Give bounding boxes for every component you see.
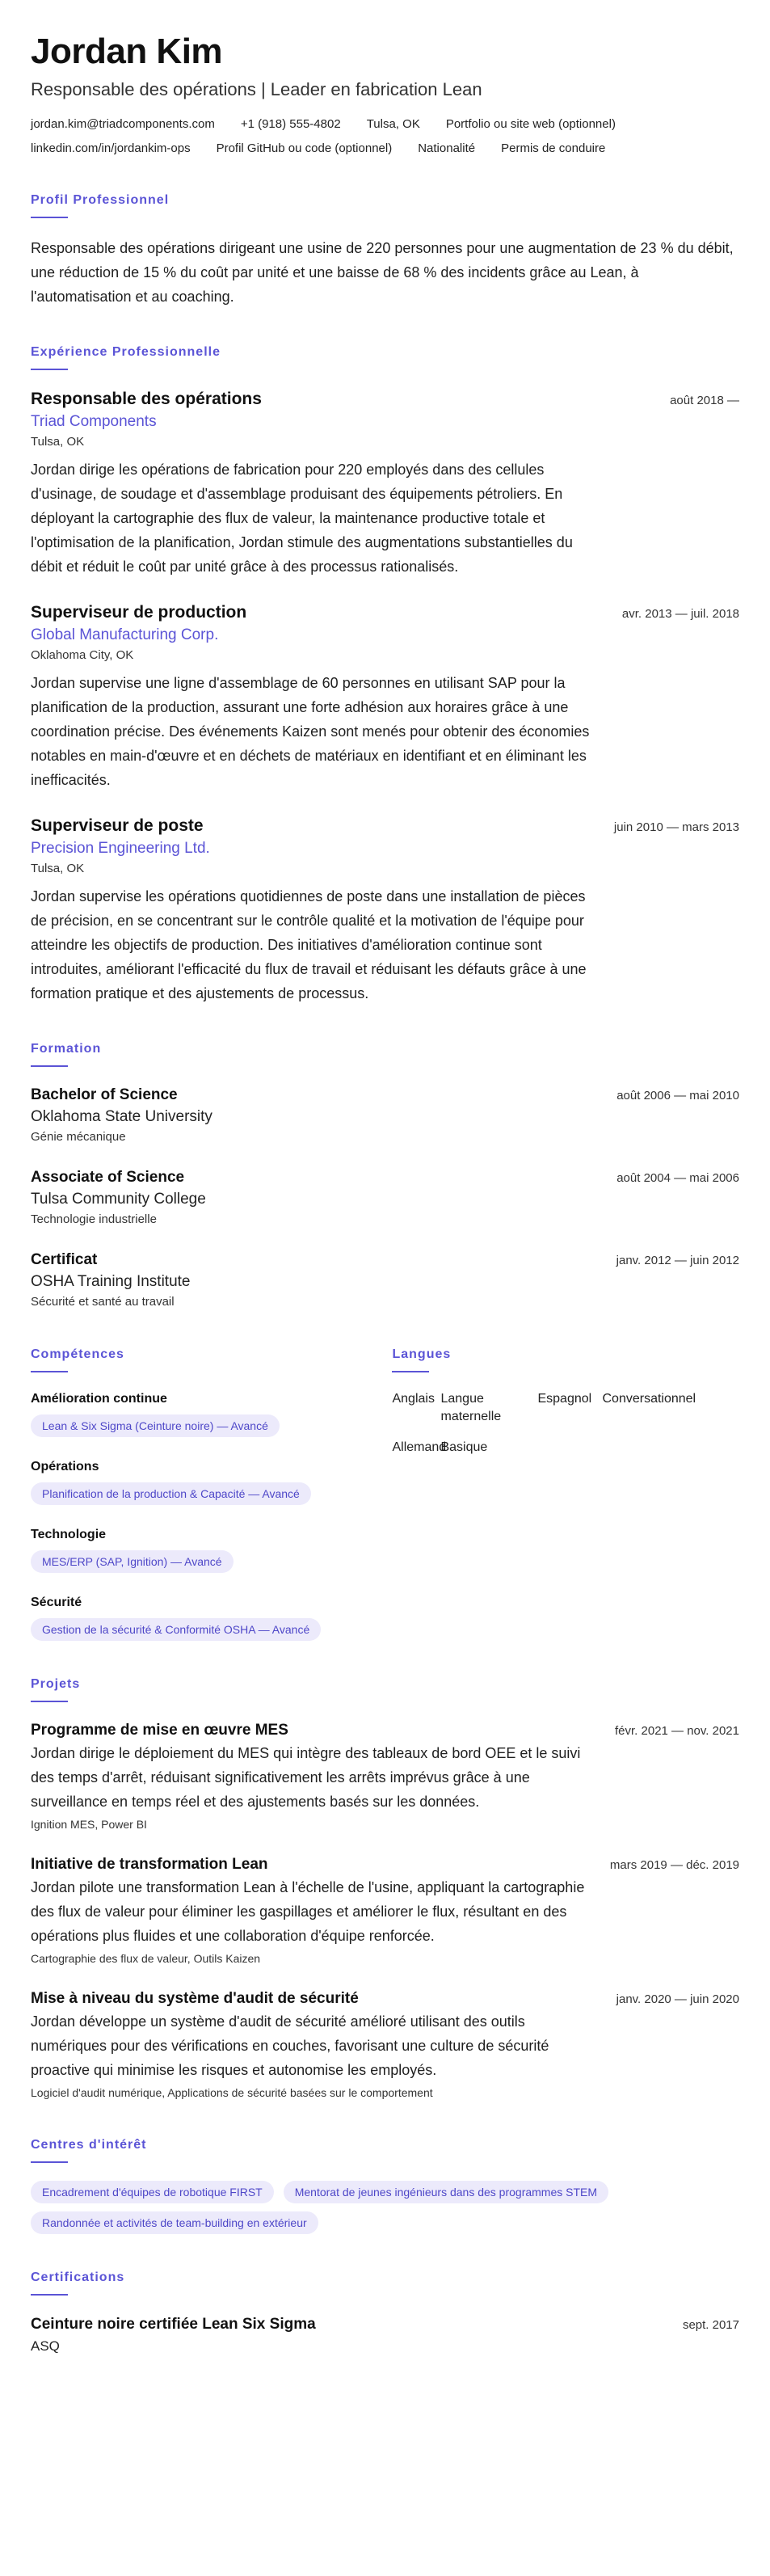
- skill-group: [31, 1526, 392, 1573]
- degree-title: Associate of Science: [31, 1169, 185, 1186]
- section-title: Certifications: [31, 2270, 125, 2284]
- candidate-headline: Responsable des opérations | Leader en fabrication Lean: [31, 79, 482, 99]
- section-divider: [31, 2294, 68, 2296]
- project-description: Jordan dirige le déploiement du MES qui intègre des tableaux de bord OEE et le suivi des temps d'arrêt, réduisant significativement les arrêts imprévus grâce à une surveillance en temps réel et des ajustements basés sur les données.: [31, 1745, 581, 1810]
- projects-section: [31, 1676, 739, 2102]
- company-name: Global Manufacturing Corp.: [31, 626, 219, 643]
- project-entry: [31, 1854, 739, 1967]
- candidate-name: Jordan Kim: [31, 32, 223, 71]
- language-level: Basique: [440, 1440, 488, 1454]
- profile-summary: Responsable des opérations dirigeant une usine de 220 personnes pour une augmentation de 23 % du débit, une réduction de 15 % du coût par unité et une baisse de 68 % des incidents grâce au Lean, à l'automatisation et au coaching.: [31, 240, 734, 305]
- institution-name: OSHA Training Institute: [31, 1273, 191, 1290]
- education-entry: [31, 1250, 739, 1311]
- job-location: Tulsa, OK: [31, 862, 85, 875]
- skill-chip: Gestion de la sécurité & Conformité OSHA — Avancé: [31, 1618, 321, 1641]
- job-dates: juin 2010 — mars 2013: [613, 820, 739, 834]
- contact-list: [31, 116, 739, 157]
- interest-list: [31, 2181, 739, 2234]
- project-entry: [31, 1720, 739, 1833]
- section-divider: [31, 1371, 68, 1372]
- profile-section: [31, 192, 739, 309]
- language-name: Espagnol: [537, 1392, 592, 1406]
- certification-date: sept. 2017: [682, 2318, 739, 2332]
- field-of-study: Génie mécanique: [31, 1130, 126, 1144]
- experience-entry: [31, 388, 739, 579]
- interest-chip: Encadrement d'équipes de robotique FIRST: [31, 2181, 274, 2203]
- skill-chip: MES/ERP (SAP, Ignition) — Avancé: [31, 1550, 234, 1573]
- contact-github[interactable]: Profil GitHub ou code (optionnel): [216, 141, 393, 155]
- skill-category: Amélioration continue: [31, 1392, 167, 1406]
- section-divider: [31, 369, 68, 370]
- skill-chip: Lean & Six Sigma (Ceinture noire) — Avancé: [31, 1414, 280, 1437]
- project-dates: févr. 2021 — nov. 2021: [615, 1724, 739, 1738]
- project-name: Mise à niveau du système d'audit de sécurité: [31, 1990, 359, 2007]
- job-title: Responsable des opérations: [31, 390, 262, 408]
- section-title: Langues: [392, 1347, 452, 1361]
- project-description: Jordan pilote une transformation Lean à l'échelle de l'usine, appliquant la cartographie des flux de valeur pour éliminer les gaspillages et améliorer le flux, résultant en des opérations plus fluides et une collaboration d'équipe renforcée.: [31, 1879, 585, 1944]
- company-name: Precision Engineering Ltd.: [31, 840, 210, 857]
- section-title: Compétences: [31, 1347, 124, 1361]
- education-dates: janv. 2012 — juin 2012: [616, 1254, 739, 1267]
- skills-languages-row: [31, 1347, 739, 1641]
- certifications-section: [31, 2270, 739, 2357]
- institution-name: Oklahoma State University: [31, 1108, 212, 1125]
- interest-chip: Mentorat de jeunes ingénieurs dans des programmes STEM: [284, 2181, 608, 2203]
- contact-linkedin[interactable]: linkedin.com/in/jordankim-ops: [31, 141, 191, 155]
- section-divider: [31, 1065, 68, 1067]
- skill-group: [31, 1458, 392, 1505]
- interests-section: [31, 2137, 739, 2234]
- contact-portfolio[interactable]: Portfolio ou site web (optionnel): [445, 117, 616, 131]
- project-name: Initiative de transformation Lean: [31, 1856, 268, 1873]
- contact-email[interactable]: jordan.kim@triadcomponents.com: [31, 117, 215, 131]
- job-description: Jordan supervise les opérations quotidiennes de poste dans une installation de pièces de précision, en se concentrant sur le contrôle qualité et la motivation de l'équipe pour atteindre les objectifs de production. Des initiatives d'amélioration continue sont introduites, améliorant l'efficacité du flux de travail et réduisant les défauts grâce à une formation pratique et des ajustements de processus.: [31, 888, 587, 1001]
- languages-section: [392, 1347, 739, 1641]
- field-of-study: Technologie industrielle: [31, 1212, 157, 1226]
- job-location: Tulsa, OK: [31, 435, 85, 449]
- education-section: [31, 1041, 739, 1311]
- interest-chip: Randonnée et activités de team-building en extérieur: [31, 2211, 318, 2234]
- skill-group: [31, 1594, 392, 1641]
- project-entry: [31, 1988, 739, 2102]
- job-description: Jordan supervise une ligne d'assemblage de 60 personnes en utilisant SAP pour la planification de la production, assurant une forte adhésion aux horaires grâce à une coordination précise. Des événements Kaizen sont menés pour obtenir des économies notables en main-d'œuvre et en déchets de matériaux en identifiant et en éliminant les inefficacités.: [31, 675, 590, 788]
- degree-title: Certificat: [31, 1251, 98, 1268]
- education-dates: août 2006 — mai 2010: [616, 1089, 739, 1102]
- project-name: Programme de mise en œuvre MES: [31, 1722, 288, 1739]
- degree-title: Bachelor of Science: [31, 1086, 178, 1103]
- project-technologies: Cartographie des flux de valeur, Outils Kaizen: [31, 1952, 261, 1965]
- section-divider: [392, 1371, 429, 1372]
- project-technologies: Logiciel d'audit numérique, Applications de sécurité basées sur le comportement: [31, 2086, 433, 2099]
- skill-category: Technologie: [31, 1528, 107, 1541]
- language-name: Allemand: [392, 1440, 447, 1454]
- resume-header: [31, 31, 739, 157]
- section-title: Projets: [31, 1677, 81, 1691]
- experience-entry: [31, 601, 739, 792]
- section-title: Formation: [31, 1042, 102, 1056]
- skill-category: Opérations: [31, 1460, 99, 1474]
- certification-issuer: ASQ: [31, 2338, 60, 2354]
- project-description: Jordan développe un système d'audit de sécurité amélioré utilisant des outils numériques pour des vérifications en couches, favorisant une culture de sécurité proactive qui minimise les risques et autonomise les employés.: [31, 2013, 549, 2078]
- language-list: [392, 1390, 739, 1457]
- section-divider: [31, 1701, 68, 1702]
- project-technologies: Ignition MES, Power BI: [31, 1818, 147, 1831]
- certification-name: Ceinture noire certifiée Lean Six Sigma: [31, 2316, 316, 2333]
- job-title: Superviseur de poste: [31, 816, 204, 835]
- section-title: Expérience Professionnelle: [31, 345, 221, 359]
- language-level: Conversationnel: [602, 1392, 696, 1406]
- skill-chip: Planification de la production & Capacité — Avancé: [31, 1482, 311, 1505]
- contact-nationality: Nationalité: [418, 141, 476, 155]
- experience-entry: [31, 815, 739, 1006]
- field-of-study: Sécurité et santé au travail: [31, 1295, 175, 1309]
- job-dates: août 2018 —: [670, 394, 739, 407]
- project-dates: janv. 2020 — juin 2020: [616, 1992, 739, 2006]
- contact-phone[interactable]: +1 (918) 555-4802: [240, 117, 341, 131]
- institution-name: Tulsa Community College: [31, 1191, 206, 1208]
- education-dates: août 2004 — mai 2006: [616, 1171, 739, 1185]
- company-name: Triad Components: [31, 413, 157, 430]
- job-dates: avr. 2013 — juil. 2018: [621, 607, 739, 621]
- section-divider: [31, 217, 68, 218]
- section-title: Profil Professionnel: [31, 193, 170, 207]
- job-description: Jordan dirige les opérations de fabrication pour 220 employés dans des cellules d'usinage, de soudage et d'assemblage produisant des équipements pétroliers. En déployant la cartographie des flux de valeur, la maintenance productive totale et l'optimisation de la planification, Jordan stimule des augmentations substantielles du débit et réduit le coût par unité grâce à des processus rationalisés.: [31, 462, 573, 575]
- education-entry: [31, 1167, 739, 1229]
- project-dates: mars 2019 — déc. 2019: [609, 1858, 739, 1872]
- skill-group: [31, 1390, 392, 1437]
- certification-entry: [31, 2313, 739, 2357]
- contact-driving-license: Permis de conduire: [501, 141, 606, 155]
- job-location: Oklahoma City, OK: [31, 648, 134, 662]
- skills-section: [31, 1347, 392, 1641]
- education-entry: [31, 1085, 739, 1146]
- job-title: Superviseur de production: [31, 603, 247, 622]
- language-name: Anglais: [392, 1392, 435, 1406]
- contact-location: Tulsa, OK: [366, 117, 420, 131]
- language-level: Langue maternelle: [440, 1392, 502, 1423]
- section-divider: [31, 2161, 68, 2163]
- skill-category: Sécurité: [31, 1596, 82, 1609]
- section-title: Centres d'intérêt: [31, 2138, 147, 2152]
- experience-section: [31, 344, 739, 1006]
